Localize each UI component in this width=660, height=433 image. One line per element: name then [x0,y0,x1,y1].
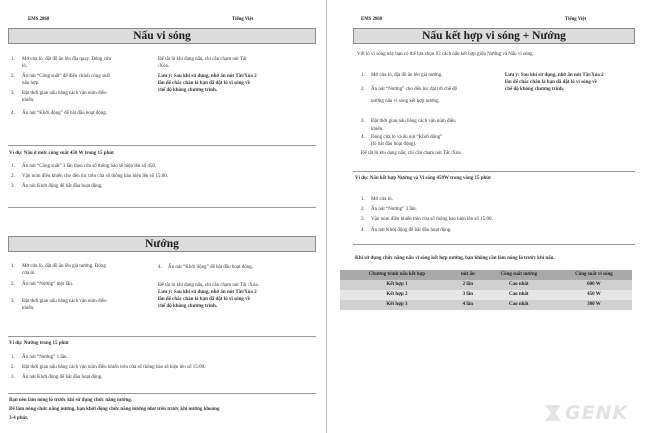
combo-step: (lò bắt đầu hoạt động). [371,142,417,147]
s2-note-line: chế độ không chương trình. [158,304,217,309]
s2-line: cửa lò. [22,271,36,276]
combo-step: Mở cửa lò, đặt đồ ăn lên giá nướng. [371,73,443,78]
table-cell: Kết hợp 3 [340,300,454,310]
combo-step: Ấn nút “Nướng” cho đến lúc đạt tới chế độ [371,87,458,92]
grill-note-line: Để làm nóng chức năng nướng, bạn khởi động chức năng nướng như trên trước khi nướng khoảng [9,407,220,412]
genk-watermark [543,400,651,426]
right-page [333,0,660,433]
divider-line [8,393,316,394]
s1-line: Mở cửa lò, đặt đồ ăn lên đĩa quay. Đóng cửa [22,57,111,62]
table-cell: 2 lần [454,280,482,290]
combo-step: khiển. [371,127,384,132]
s2-line: khiển. [22,306,35,311]
step-number: 4. [361,228,365,233]
s2-line: Mở cửa lò, đặt đồ ăn lên giá nướng. Đóng [22,264,106,269]
example1-step: Ấn nút “Công suất” 3 lần theo cửa sổ thông báo sẽ hiện lên số 450. [22,164,157,169]
combo-note-line: chế độ không chương trình. [505,87,564,92]
s1-line: Ấn nút “Khởi động” để bắt đầu hoạt động. [22,111,107,116]
s1-line: lò. [22,64,28,69]
s1-right-line: Để tắt lò khi đang nấu, chỉ cần chạm nút Tắt [158,57,247,62]
watermark-text: GENK [565,402,629,424]
table-cell: 600 W [556,280,632,290]
step-number: 1. [11,355,15,360]
left-header-lang: Tiếng Việt [232,17,254,22]
table-cell: Cao nhất [482,290,556,300]
example2-title: Ví dụ: Nướng trong 15 phút [9,341,69,346]
combo-stop-hint: Để tắt lò khi đang nấu, chỉ cần chạm nút Tắt /Xóa. [361,151,462,156]
table-cell: 4 lần [454,300,482,310]
table-header-cell: nút ấn [454,270,482,280]
table-header-cell: Công suất vi sóng [556,270,632,280]
combo-example-step: Ấn nút “Nướng” 3 lần. [371,207,417,212]
step-number: 2. [11,282,15,287]
step-number: 2. [361,207,365,212]
s1-line: Ấn nút “Công suất” để điều chỉnh công suất [22,74,111,79]
step-number: 1. [11,264,15,269]
step-number: 2. [11,74,15,79]
table-cell: 300 W [556,300,632,310]
step-number: 3. [11,299,15,304]
grill-note-line: 3-4 phút. [9,416,29,421]
example1-step: Ấn nút Khởi động để bắt đầu hoạt động. [22,184,103,189]
s2-line: Đặt thời gian nấu bằng cách vặn núm điều [22,299,107,304]
table-header-row [340,270,632,280]
banner-combination: Nấu kết hợp vi sóng + Nướng [353,28,635,44]
step-number: 4. [158,265,162,270]
step-number: 1. [361,73,365,78]
table-row [340,280,632,290]
step-number: 2. [361,87,365,92]
step-number: 3. [11,375,15,380]
combo-note-line: Lưu ý: Sau khi sử dụng, nhớ ấn nút Tắt/Xóa 2 [505,73,604,78]
s2-right-line: Ấn nút “Khởi động” để bắt đầu hoạt động. [168,265,253,270]
combo-example-title: Ví dụ: Nấu kết hợp Nướng và Vi sóng 450W trong vòng 15 phút [355,176,491,181]
s1-right-line: /Xóa. [158,64,169,69]
s1-note-line: lần để chắc chắn là bạn đã đặt lò vi sóng về [158,81,250,86]
page-divider [326,0,327,433]
divider-line [8,336,316,337]
table-cell: Kết hợp 2 [340,290,454,300]
example2-step: Ấn nút “Nướng” 1 lần. [22,355,68,360]
example2-step: Đặt thời gian nấu bằng cách vặn núm điều khiển trên cửa sổ thông báo sẽ hiện lên số 15:00. [22,365,206,370]
s1-note-line: Lưu ý: Sau khi sử dụng, nhớ ấn nút Tắt/Xóa 2 [158,74,257,79]
combination-table [340,270,632,310]
table-cell: 3 lần [454,290,482,300]
s2-line: Ấn nút “Nướng” một lần. [22,282,74,287]
step-number: 3. [361,217,365,222]
step-number: 1. [361,197,365,202]
step-number: 3. [361,119,365,124]
step-number: 3. [11,184,15,189]
s1-line: nấu hợp. [22,81,40,86]
s2-right-line: Để tắt lò khi đang nấu, chỉ cần chạm nút Tắt /Xóa. [158,283,259,288]
step-number: 3. [11,91,15,96]
banner-grill: Nướng [8,236,316,252]
step-number: 4. [361,135,365,140]
combo-note: Khi sử dụng chức năng nấu vi sóng kết hợp nướng, bạn không cần làm nóng lò trước khi nấu. [355,256,555,261]
divider-line [353,171,635,172]
s1-line: Đặt thời gian nấu bằng cách vặn núm điều [22,91,107,96]
table-cell: 450 W [556,290,632,300]
divider-line [353,244,635,245]
divider-line [8,207,316,208]
banner-microwave: Nấu vi sóng [8,28,316,44]
table-header-cell: Công suất nướng [482,270,556,280]
s2-note-line: lần để chắc chắn là bạn đã đặt lò vi sóng về [158,297,250,302]
combo-step: Đặt thời gian nấu bằng cách vặn núm điều [371,119,456,124]
table-cell: Cao nhất [482,280,556,290]
right-header-lang: Tiếng Việt [565,17,587,22]
genk-logo-icon [543,404,563,422]
s2-note-line: Lưu ý: Sau khi sử dụng, nhớ ấn nút Tắt/Xóa 2 [158,290,257,295]
step-number: 1. [11,57,15,62]
combo-example-step: Mở cửa lò. [371,197,393,202]
combo-step: Đóng cửa lò và ấn nút “Khởi động” [371,135,443,140]
table-cell: Kết hợp 1 [340,280,454,290]
table-header-cell: Chương trình nấu kết hợp [340,270,454,280]
s1-note-line: chế độ không chương trình. [158,88,217,93]
right-header-code: EMS 2860 [361,17,383,22]
example1-step: Vặn núm điều khiển cho đến lúc trên cửa sổ thông báo hiện lên số 15:00. [22,174,169,179]
table-row [340,290,632,300]
combo-example-step: Vặn núm điều khiển trên cửa sổ thông báo hiện lên số 15:00. [371,217,493,222]
table-row [340,300,632,310]
s1-line: khiển. [22,98,35,103]
step-number: 2. [11,365,15,370]
combo-step: nướng nấu vi sóng kết hợp nướng. [371,99,440,104]
example2-step: Ấn nút Khởi động để bắt đầu hoạt động. [22,375,103,380]
grill-note-line: Bạn nên làm nóng lò trước khi sử dụng chức năng nướng. [9,398,133,403]
combo-note-line: lần để chắc chắn là bạn đã đặt lò vi sóng về [505,80,597,85]
left-header-code: EMS 2860 [28,17,50,22]
left-page [0,0,322,433]
table-cell: Cao nhất [482,300,556,310]
step-number: 4. [11,111,15,116]
step-number: 1. [11,164,15,169]
example1-title: Ví dụ: Nấu ở mức công suất 450 W trong 15 phút [9,151,114,156]
combination-intro: Với lò vi sóng này bạn có thể lựa chọn 03 cách nấu kết hợp giữa Nướng và Nấu vi sóng. [357,52,534,57]
step-number: 2. [11,174,15,179]
combo-example-step: Ấn nút Khởi động để bắt đầu hoạt động. [371,228,452,233]
divider-line [8,145,316,146]
